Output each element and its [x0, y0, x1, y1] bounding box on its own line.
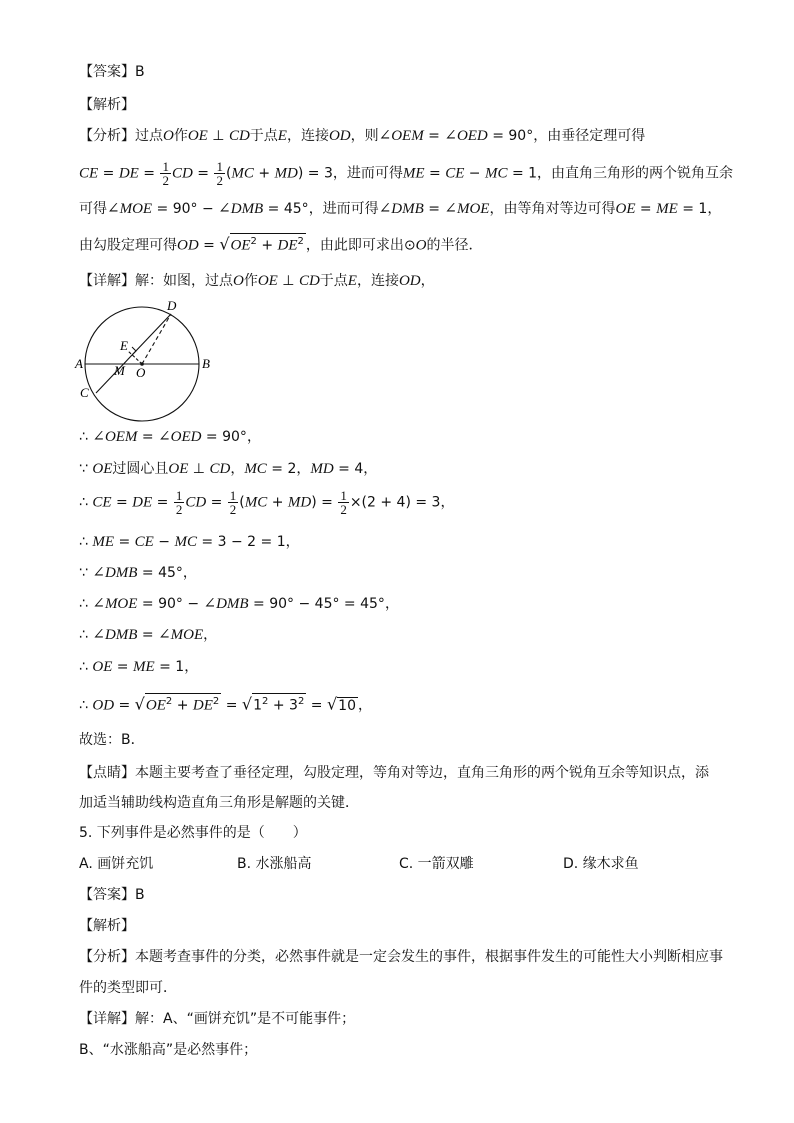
label-a: A [75, 356, 83, 371]
label-o: O [136, 365, 146, 380]
q5-analysis-line-1: 【分析】本题考查事件的分类，必然事件就是一定会发生的事件，根据事件发生的可能性大小判断相应事 [79, 949, 723, 965]
step-5: ∵ ∠DMB = 45°， [79, 565, 197, 581]
comment-line-2: 加适当辅助线构造直角三角形是解题的关键． [79, 795, 359, 811]
q5-detail-line-1: 【详解】解：A、“画饼充饥”是不可能事件； [79, 1011, 356, 1027]
comment-line-1: 【点睛】本题主要考查了垂径定理，勾股定理，等角对等边，直角三角形的两个锐角互余等知识点，添 [79, 765, 709, 781]
q5-answer-label: 【答案】B [79, 887, 145, 903]
select-answer: 故选：B． [79, 732, 145, 748]
q5-stem: 5. 下列事件是必然事件的是（ ） [79, 825, 307, 841]
analysis-line-4: 由勾股定理可得OD = $√OE^2 + DE^2$ ，由此即可求出⊙O的半径． [79, 234, 483, 254]
analysis-line-1: 【分析】过点O作OE ⊥ CD于点E，连接OD，则∠OEM = ∠OED = 90°，由垂径定理可得 [79, 128, 646, 144]
circle-figure [72, 296, 222, 428]
step-9: ∴ OD = $√OE^2 + DE^2 = √1^2 + 3^2 = √10$ ， [79, 694, 372, 714]
detail-line-1: 【详解】解：如图，过点O作OE ⊥ CD于点E，连接OD， [79, 273, 435, 289]
q5-analysis-label: 【解析】 [79, 918, 135, 934]
option-d: D. 缘木求鱼 [563, 856, 639, 872]
step-8: ∴ OE = ME = 1， [79, 659, 199, 675]
step-6: ∴ ∠MOE = 90° − ∠DMB = 90° − 45° = 45°， [79, 596, 399, 612]
label-b: B [202, 356, 210, 371]
analysis-line-3: 可得∠MOE = 90° − ∠DMB = 45°，进而可得∠DMB = ∠MOE，由等角对等边可得OE = ME = 1， [79, 201, 722, 217]
label-m: M [114, 363, 125, 378]
analysis-label: 【解析】 [79, 97, 135, 113]
right-angle-mark [132, 347, 136, 355]
label-d: D [167, 298, 177, 313]
analysis-line-2: CE = DE = $\frac{1}{2}$ CD = $\frac{1}{2}$ (MC + MD) = 3，进而可得ME = CE − MC = 1，由直角三角形的两个锐角互余 [79, 159, 734, 188]
q5-detail-line-2: B、“水涨船高”是必然事件； [79, 1042, 258, 1058]
segment-od [142, 314, 171, 364]
step-7: ∴ ∠DMB = ∠MOE， [79, 627, 218, 643]
step-4: ∴ ME = CE − MC = 3 − 2 = 1， [79, 534, 300, 550]
option-c: C. 一箭双雕 [399, 856, 474, 872]
answer-label: 【答案】B [79, 64, 145, 80]
label-e: E [120, 338, 128, 353]
step-3: ∴ CE = DE = $\frac{1}{2}$ CD = $\frac{1}{2}$ (MC + MD) = $\frac{1}{2}$ ×(2 + 4) = 3， [79, 488, 455, 517]
label-c: C [80, 385, 89, 400]
option-a: A. 画饼充饥 [79, 856, 154, 872]
q5-analysis-line-2: 件的类型即可． [79, 980, 177, 996]
option-b: B. 水涨船高 [237, 856, 312, 872]
step-2: ∵ OE过圆心且OE ⊥ CD，MC = 2，MD = 4， [79, 461, 378, 477]
step-1: ∴ ∠OEM = ∠OED = 90°， [79, 429, 261, 445]
q5-options [79, 854, 719, 874]
